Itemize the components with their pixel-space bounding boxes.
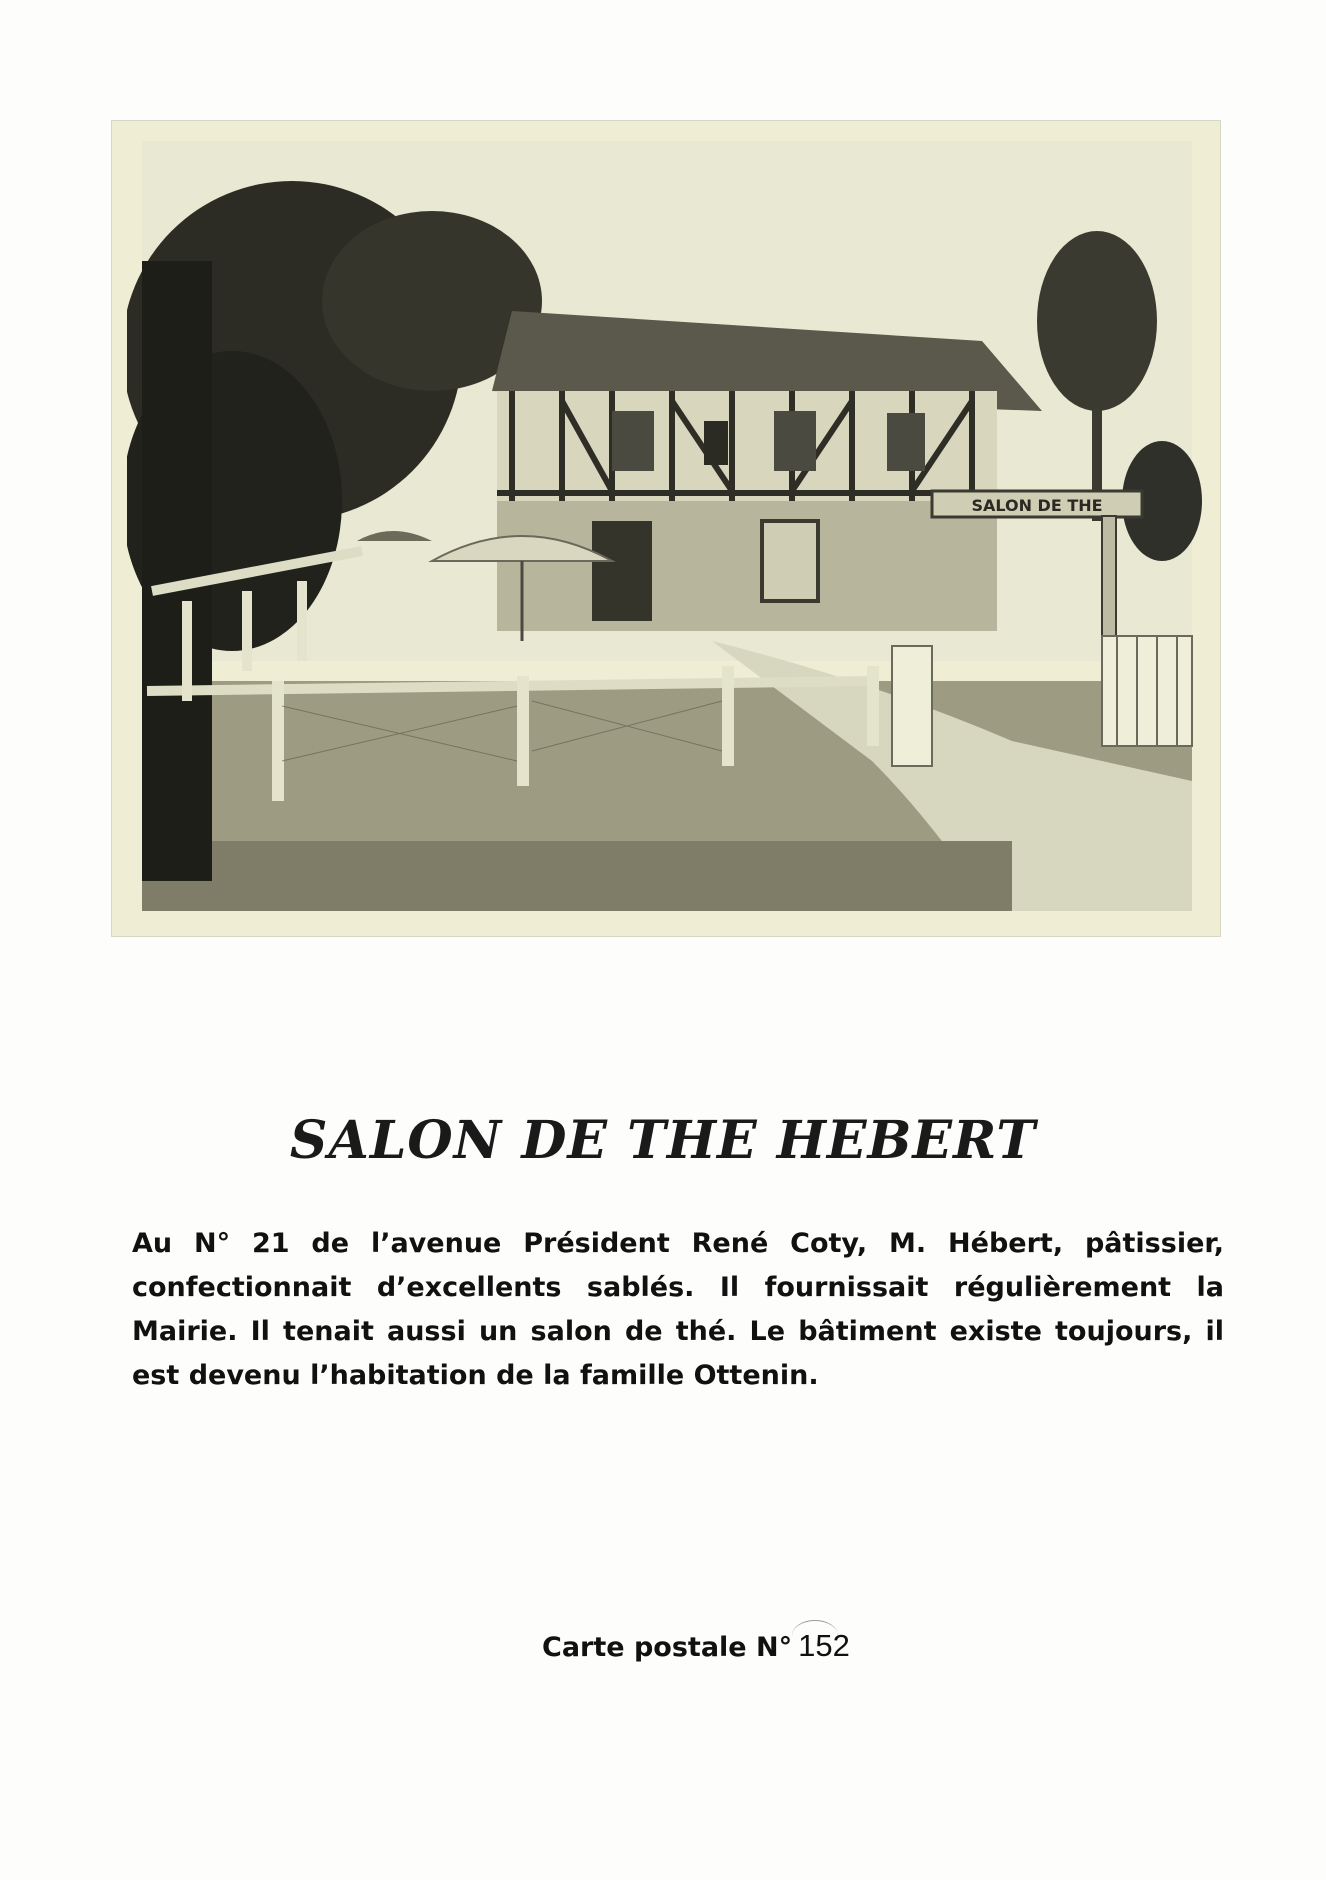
postcard-photo (112, 121, 1220, 936)
page-title: SALON DE THE HEBERT (289, 1110, 1037, 1171)
description-paragraph: Au N° 21 de l’avenue Président René Coty, M. Hébert, pâtissier, confectionnait d’excellents sablés. Il fournissait régulièrement la Mairie. Il tenait aussi un salon de thé. Le bâtiment existe toujours, il est devenu l’habitation de la famille Ottenin. (132, 1228, 1224, 1391)
caption-label: Carte postale N° (542, 1632, 793, 1663)
salon-photo-illustration (112, 121, 1220, 936)
photo-sign-text: SALON DE THE (971, 496, 1103, 515)
postcard-caption (542, 1628, 942, 1664)
caption-number: 152 (798, 1628, 850, 1663)
